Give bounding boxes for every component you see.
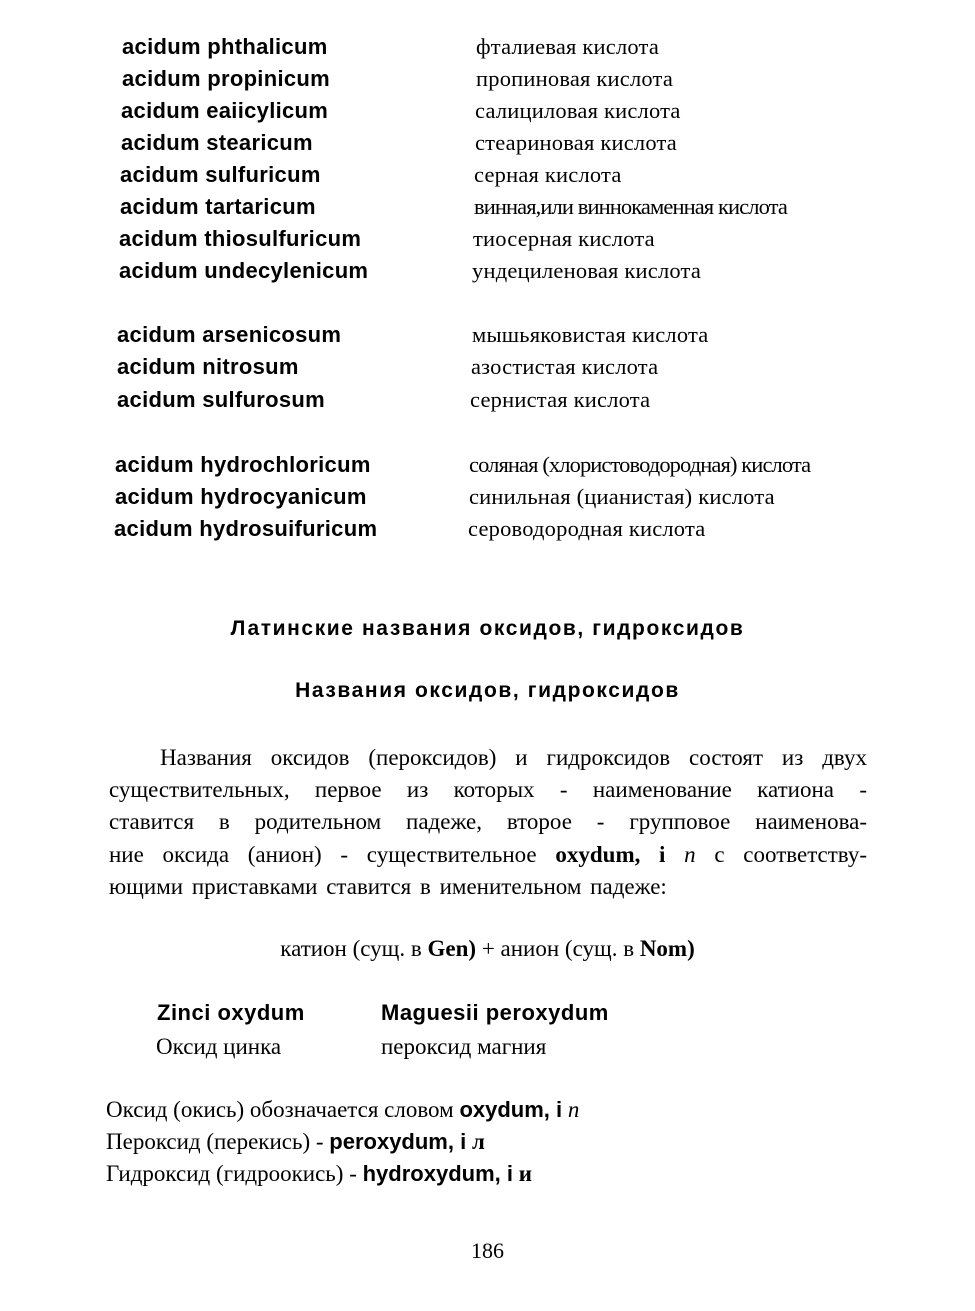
list-item: [0, 516, 975, 546]
russian-name: сероводородная кислота: [468, 516, 706, 541]
russian-name: тиосерная кислота: [473, 226, 655, 251]
russian-name: стеариновая кислота: [475, 130, 677, 155]
latin-name: acidum eaiicylicum: [121, 98, 329, 123]
gender-mark: n: [684, 842, 696, 867]
definition-text: Гидроксид (гидроокись) -: [106, 1161, 357, 1186]
list-item: [0, 194, 975, 224]
list-item: [0, 258, 975, 288]
list-item: [0, 98, 975, 128]
russian-name: серная кислота: [474, 162, 622, 187]
case-nom: Nom): [639, 936, 695, 961]
page-number: 186: [471, 1238, 504, 1263]
russian-name: пропиновая кислота: [476, 66, 674, 91]
example-latin: Zinci oxydum: [157, 1000, 305, 1025]
case-gen: Gen): [427, 936, 477, 961]
formula-text: катион (сущ. в: [280, 936, 422, 961]
definition-text: Пероксид (перекись) -: [106, 1129, 324, 1154]
example-russian: Оксид цинка: [156, 1034, 282, 1059]
section-title: Латинские названия оксидов, гидроксидов: [230, 617, 745, 640]
latin-name: acidum hydrochloricum: [115, 452, 371, 477]
russian-name: винная,или виннокаменная кислота: [474, 194, 787, 219]
latin-name: acidum sulfuricum: [120, 162, 321, 187]
russian-name: фталиевая кислота: [476, 34, 660, 59]
list-item: [0, 452, 975, 482]
russian-name: синильная (цианистая) кислота: [469, 484, 775, 509]
list-item: [0, 387, 975, 417]
definition-line: [106, 1129, 485, 1155]
latin-name: acidum phthalicum: [122, 34, 328, 59]
list-item: [0, 322, 975, 352]
list-item: [0, 354, 975, 384]
latin-name: acidum stearicum: [121, 130, 313, 155]
definition-text: Оксид (окись) обозначается словом: [106, 1097, 454, 1122]
paragraph-line: ставится в родительном падеже, второе - групповое наименова-: [109, 809, 867, 834]
gender-mark: и: [518, 1161, 532, 1186]
paragraph-line: существительных, первое из которых - наименование катиона -: [109, 777, 867, 802]
list-item: [0, 484, 975, 514]
paragraph-text: ние оксида (анион) - существительное: [109, 842, 537, 867]
list-item: [0, 162, 975, 192]
latin-name: acidum hydrosuifuricum: [114, 516, 378, 541]
subsection-title: Названия оксидов, гидроксидов: [295, 679, 680, 702]
latin-name: acidum nitrosum: [117, 354, 299, 379]
latin-term: oxydum, i: [459, 1097, 563, 1122]
russian-name: мышьяковистая кислота: [472, 322, 709, 347]
formula: [0, 936, 975, 962]
list-item: [0, 226, 975, 256]
paragraph-line: [109, 839, 867, 871]
paragraph-line: ющими приставками ставится в именительном падеже:: [109, 874, 667, 899]
latin-name: acidum tartaricum: [120, 194, 316, 219]
latin-name: acidum thiosulfuricum: [119, 226, 362, 251]
russian-name: ундециленовая кислота: [472, 258, 702, 283]
list-item: [0, 66, 975, 96]
latin-name: acidum undecylenicum: [119, 258, 369, 283]
latin-name: acidum hydrocyanicum: [115, 484, 367, 509]
paragraph-text: с соответству-: [714, 842, 868, 867]
latin-name: acidum arsenicosum: [117, 322, 342, 347]
definition-line: [106, 1161, 532, 1187]
russian-name: азостистая кислота: [471, 354, 659, 379]
latin-term: peroxydum, i: [329, 1129, 467, 1154]
latin-term: hydroxydum, i: [362, 1161, 513, 1186]
russian-name: сернистая кислота: [470, 387, 651, 412]
formula-text: + анион (сущ. в: [481, 936, 635, 961]
latin-term: oxydum, i: [555, 842, 666, 867]
list-item: [0, 34, 975, 64]
russian-name: салициловая кислота: [475, 98, 681, 123]
gender-mark: n: [567, 1097, 580, 1122]
gender-mark: л: [471, 1129, 485, 1154]
example-russian: пероксид магния: [381, 1034, 547, 1059]
definition-line: [106, 1097, 579, 1123]
example-latin: Maguesii peroxydum: [381, 1000, 609, 1025]
paragraph-line: Названия оксидов (пероксидов) и гидроксидов состоят из двух: [160, 745, 867, 770]
latin-name: acidum sulfurosum: [117, 387, 326, 412]
russian-name: соляная (хлористоводородная) кислота: [469, 452, 811, 477]
list-item: [0, 130, 975, 160]
latin-name: acidum propinicum: [122, 66, 331, 91]
